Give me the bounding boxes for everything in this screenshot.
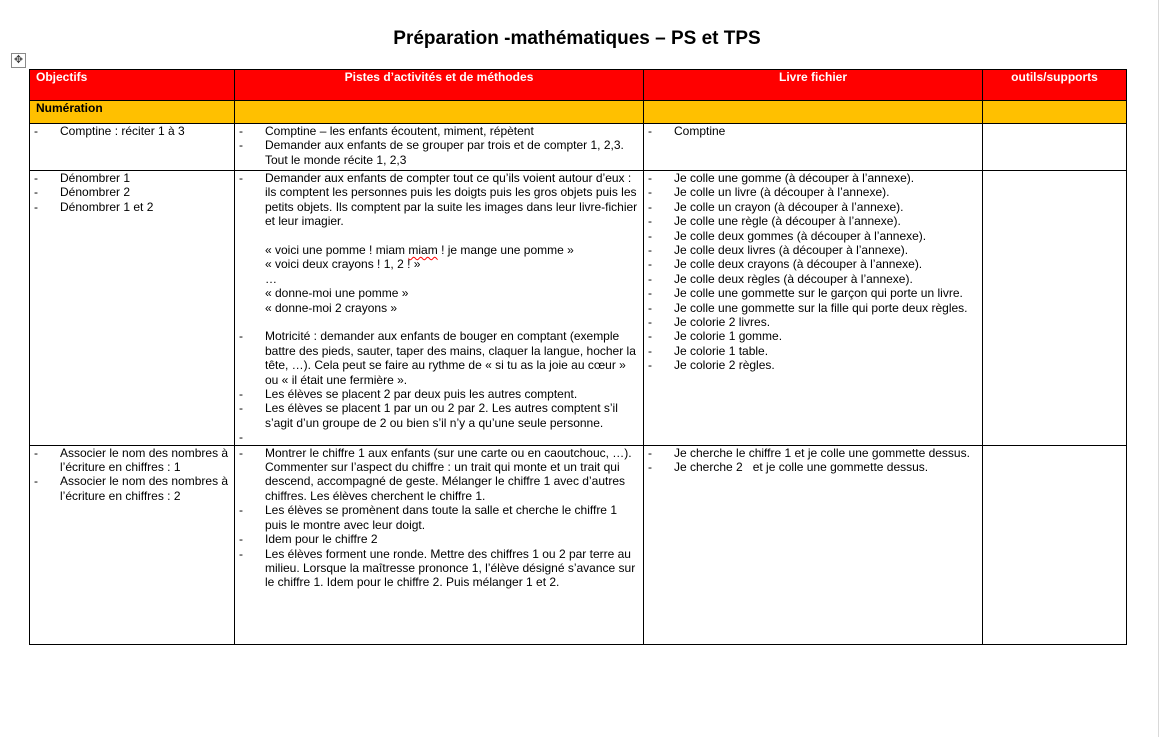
livre-fichier-cell[interactable] xyxy=(644,124,983,171)
table-header-row xyxy=(30,70,1127,101)
objectifs-cell[interactable] xyxy=(30,445,235,644)
header-pistes: Pistes d’activités et de méthodes xyxy=(235,70,644,101)
header-objectifs: Objectifs xyxy=(30,70,235,101)
list-item: - Demander aux enfants de se grouper par trois et de compter 1, 2,3. Tout le monde récite 1, 2,3 xyxy=(239,138,639,167)
list-item: - Associer le nom des nombres à l’écriture en chiffres : 2 xyxy=(34,474,230,503)
blank-line xyxy=(265,315,639,329)
document-title: Préparation -mathématiques – PS et TPS xyxy=(393,28,761,49)
list-item: - Associer le nom des nombres à l’écriture en chiffres : 1 xyxy=(34,446,230,475)
quote-line: « voici deux crayons ! 1, 2 ! » xyxy=(265,257,421,272)
list-item: - Motricité : demander aux enfants de bouger en comptant (exemple battre des pieds, sauter, taper des mains, claquer la langue, hocher la tête, …). Cela peut se faire au rythme de « si tu as la joie au cœur » ou « il était une fermière ». xyxy=(239,329,639,387)
list-item: - Je colle deux gommes (à découper à l’annexe). xyxy=(648,229,978,243)
livre-fichier-cell[interactable] xyxy=(644,171,983,446)
list-item xyxy=(239,171,639,329)
objectifs-cell[interactable] xyxy=(30,124,235,171)
list-item: - Je colorie 2 règles. xyxy=(648,358,978,372)
livre-fichier-cell[interactable] xyxy=(644,445,983,644)
list-item: - Je colle une gommette sur la fille qui porte deux règles. xyxy=(648,301,978,315)
objectifs-cell[interactable] xyxy=(30,171,235,446)
list-item: - Je colle une gommette sur le garçon qui porte un livre. xyxy=(648,286,978,300)
blank-line xyxy=(265,229,639,243)
list-item: - Je colle une gomme (à découper à l’annexe). xyxy=(648,171,978,185)
list-item: - Dénombrer 2 xyxy=(34,185,230,199)
lesson-plan-table xyxy=(29,69,1127,645)
list-item: - Je colorie 2 livres. xyxy=(648,315,978,329)
section-cell xyxy=(644,101,983,124)
list-item: - Je colle une règle (à découper à l’annexe). xyxy=(648,214,978,228)
quote-line xyxy=(265,243,639,257)
list-item: - Je colorie 1 gomme. xyxy=(648,329,978,343)
pistes-cell[interactable] xyxy=(235,445,644,644)
list-item: - Je colle deux livres (à découper à l’annexe). xyxy=(648,243,978,257)
list-item: - Je cherche 2 et je colle une gommette dessus. xyxy=(648,460,978,474)
section-label: Numération xyxy=(30,101,235,124)
list-item: - Comptine xyxy=(648,124,978,138)
table-move-handle-icon[interactable]: ✥ xyxy=(11,53,26,68)
header-outils-supports: outils/supports xyxy=(983,70,1127,101)
list-item: - Les élèves se placent 1 par un ou 2 par 2. Les autres comptent s’il s’agit d’un groupe de 2 ou bien s’il n’y a qu’une seule personne. xyxy=(239,401,639,430)
pistes-cell[interactable] xyxy=(235,124,644,171)
page-edge-line xyxy=(1158,0,1159,737)
list-item: - Je colle un crayon (à découper à l’annexe). xyxy=(648,200,978,214)
table-row xyxy=(30,171,1127,446)
section-row xyxy=(30,101,1127,124)
list-item: - Je colle un livre (à découper à l’annexe). xyxy=(648,185,978,199)
outils-cell[interactable] xyxy=(983,171,1127,446)
outils-cell[interactable] xyxy=(983,124,1127,171)
quote-line: « donne-moi 2 crayons » xyxy=(265,300,398,315)
list-item: - Comptine – les enfants écoutent, miment, répètent xyxy=(239,124,639,138)
list-item: - Dénombrer 1 xyxy=(34,171,230,185)
section-cell xyxy=(983,101,1127,124)
list-item: - Montrer le chiffre 1 aux enfants (sur une carte ou en caoutchouc, …). Commenter sur l’aspect du chiffre : un trait qui monte et un trait qui descend, accompagné de geste. Mélanger le chiffre 1 avec d’autres chiffres. Les élèves cherchent le chiffre 1. xyxy=(239,446,639,504)
quote-text: ! je mange une pomme » xyxy=(437,243,574,258)
list-item: - Les élèves forment une ronde. Mettre des chiffres 1 ou 2 par terre au milieu. Lorsque la maîtresse prononce 1, l’élève désigné s’avance sur le chiffre 1. Idem pour le chiffre 2. Puis mélanger 1 et 2. xyxy=(239,547,639,590)
list-item: - Je cherche le chiffre 1 et je colle une gommette dessus. xyxy=(648,446,978,460)
pistes-intro: - Demander aux enfants de compter tout ce qu’ils voient autour d’eux : ils comptent les personnes puis les doigts puis les gros objets puis les petits objets. Ils comptent par la suite les images dans leur livre-fichier et leur imagier. xyxy=(265,171,638,229)
spellcheck-word: miam xyxy=(408,243,438,258)
quote-line: « donne-moi une pomme » xyxy=(265,286,409,301)
quote-line: … xyxy=(265,271,277,286)
list-item: - Idem pour le chiffre 2 xyxy=(239,532,639,546)
list-item: - Je colorie 1 table. xyxy=(648,344,978,358)
list-item: - Je colle deux règles (à découper à l’annexe). xyxy=(648,272,978,286)
header-livre-fichier: Livre fichier xyxy=(644,70,983,101)
table-row xyxy=(30,445,1127,644)
outils-cell[interactable] xyxy=(983,445,1127,644)
list-item: - Les élèves se promènent dans toute la salle et cherche le chiffre 1 puis le montre avec leur doigt. xyxy=(239,503,639,532)
list-item: - Je colle deux crayons (à découper à l’annexe). xyxy=(648,257,978,271)
section-cell xyxy=(235,101,644,124)
list-item-empty xyxy=(239,430,639,444)
table-row xyxy=(30,124,1127,171)
pistes-cell[interactable] xyxy=(235,171,644,446)
quote-text: « voici une pomme ! miam xyxy=(265,243,409,258)
list-item: - Les élèves se placent 2 par deux puis les autres comptent. xyxy=(239,387,639,401)
list-item: - Comptine : réciter 1 à 3 xyxy=(34,124,230,138)
list-item: - Dénombrer 1 et 2 xyxy=(34,200,230,214)
